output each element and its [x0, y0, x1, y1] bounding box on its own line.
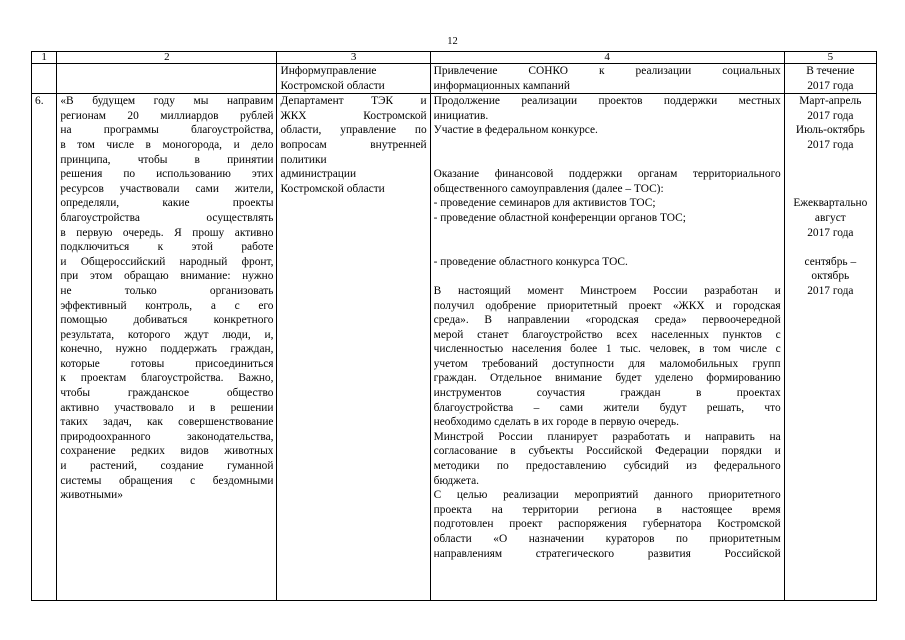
spacer — [434, 240, 781, 255]
quote-line: помощью добиваться конкретного — [60, 314, 274, 327]
deadline-line: 2017 года — [807, 138, 854, 151]
spacer — [434, 138, 781, 153]
measure-line: Привлечение СОНКО к реализации социальных — [433, 65, 781, 77]
executor-line: Костромской области — [280, 79, 385, 92]
quote-line: регионам 20 миллиардов рублей — [60, 109, 274, 122]
quote-line: «В будущем году мы направим — [60, 95, 274, 108]
column-number-2: 2 — [57, 52, 277, 64]
executor-line: вопросам внутренней — [280, 138, 427, 151]
measure-line: - проведение областной конференции органов ТОС; — [433, 211, 686, 224]
measure-cell — [430, 64, 784, 94]
p9-line: проекта на территории региона в настоящее время — [433, 503, 781, 516]
deadline-cell — [784, 94, 876, 601]
quote-line: и растений, создание гуманной — [60, 460, 274, 473]
quote-line: системы обращения с бездомными — [60, 474, 274, 487]
table-row-6 — [32, 94, 877, 601]
deadline-line: сентябрь – — [804, 255, 857, 268]
column-number-5: 5 — [784, 52, 876, 64]
column-number-4: 4 — [430, 52, 784, 64]
executor-cell — [277, 64, 430, 94]
p9-line: С целью реализации мероприятий данного приоритетного — [433, 489, 781, 502]
quote-text — [60, 94, 273, 600]
row-number-cell-empty — [32, 64, 57, 94]
deadline-line: В течение — [806, 65, 855, 77]
column-number-1: 1 — [32, 52, 57, 64]
quote-line: подключиться к этой работе — [60, 241, 274, 254]
quote-line: к проектам благоустройства. Важно, — [60, 372, 274, 385]
quote-line: результата, которого ждут люди, и, — [60, 328, 274, 341]
quote-line: ресурсов участвовали сами жители, — [60, 182, 274, 195]
measure-line: - проведение областного конкурса ТОС. — [433, 255, 628, 268]
measure-line: Участие в федеральном конкурсе. — [433, 124, 598, 137]
table-row-continuation — [32, 64, 877, 94]
deadline-line: 2017 года — [807, 109, 854, 122]
p7-line: мерой станет благоустройство всех населенных пунктов с — [433, 328, 781, 341]
p9-line: подготовлен проект распоряжения губернатора Костромской — [433, 518, 781, 531]
spacer — [788, 240, 873, 255]
executor-line: политики — [280, 153, 327, 166]
executor-line: администрации — [280, 168, 357, 181]
deadline-line: октябрь — [811, 270, 850, 283]
deadline-line: 2017 года — [807, 284, 854, 297]
executor-line: Информуправление — [280, 65, 377, 77]
executor-line: ЖКХ Костромской — [280, 109, 427, 122]
p8-line: согласование в субъекты Российской Федерации порядки и — [433, 445, 781, 458]
deadline-line: 2017 года — [807, 226, 854, 239]
spacer — [788, 182, 873, 197]
quote-line: эффективный контроль, а с его — [60, 299, 274, 312]
quote-line: в том числе в моногорода, и дело — [60, 138, 274, 151]
deadline-cell — [784, 64, 876, 94]
measure-line: информационных кампаний — [433, 79, 570, 92]
quote-line: и Общероссийский народный фронт, — [60, 255, 274, 268]
measure-line: Продолжение реализации проектов поддержки местных — [433, 95, 781, 108]
spacer — [788, 167, 873, 182]
p7-line: граждан. Отдельное внимание будет уделено формированию — [433, 372, 781, 385]
p7-line: благоустройства – сами жители будут решать, что — [433, 401, 781, 414]
measure-paragraph — [434, 430, 781, 488]
quote-line: при этом обращаю внимание: нужно — [60, 270, 274, 283]
deadline-line: Июль-октябрь — [795, 124, 865, 137]
p7-line: инструментов соучастия граждан в проектах — [433, 387, 781, 400]
quote-line: таких задач, как совершенствование — [60, 416, 274, 429]
quote-line: сохранение редких видов животных — [60, 445, 274, 458]
quote-line: благоустройства осуществлять — [60, 211, 274, 224]
quote-line: определяли, какие проекты — [60, 197, 274, 210]
quote-line: которые готовы присоединиться — [60, 357, 274, 370]
deadline-line: Март-апрель — [799, 95, 862, 108]
measure-paragraph — [434, 284, 781, 430]
quote-line: активно участвовало и в решении — [60, 401, 274, 414]
spacer — [434, 269, 781, 284]
p9-line: направлениям стратегического развития Российской — [433, 547, 781, 560]
spacer — [788, 153, 873, 168]
measure-line: - проведение семинаров для активистов ТОС; — [433, 197, 656, 210]
deadline-line: Ежеквартально — [793, 197, 868, 210]
quote-line: на программы благоустройства, — [60, 124, 274, 137]
measure-line: общественного самоуправления (далее – ТОС): — [433, 182, 664, 195]
page-number: 12 — [447, 36, 458, 47]
p7-line: В настоящий момент Минстроем России разработан и — [433, 284, 781, 297]
spacer — [434, 226, 781, 241]
quote-line: конечно, нужно поддержать граждан, — [60, 343, 274, 356]
executor-line: Департамент ТЭК и — [280, 95, 427, 108]
p9-line: области «О назначении кураторов по приоритетным — [433, 533, 781, 545]
quote-line: решения по использованию этих — [60, 168, 274, 181]
executor-text — [280, 94, 426, 196]
executor-line: Костромской области — [280, 182, 385, 195]
measure-line: инициатив. — [433, 109, 489, 122]
executor-line: области, управление по — [280, 124, 427, 137]
quote-line: не только организовать — [60, 284, 274, 297]
measure-line: Оказание финансовой поддержки органам территориального — [433, 168, 781, 181]
p7-line: учетом требований доступности для маломобильных групп — [433, 357, 781, 370]
quote-cell — [57, 94, 277, 601]
column-number-3: 3 — [277, 52, 430, 64]
p7-line: численностью населения более 1 тыс. человек, в том числе с — [433, 343, 781, 356]
measure-text — [434, 94, 781, 600]
measure-paragraph — [434, 488, 781, 561]
p8-line: методики по предоставлению субсидий из федерального — [433, 460, 781, 473]
deadline-line: 2017 года — [807, 79, 854, 92]
executor-cell — [277, 94, 430, 601]
column-number-row — [32, 52, 877, 64]
measures-table — [31, 51, 877, 601]
p7-line: получил одобрение приоритетный проект «ЖКХ и городская — [433, 299, 781, 312]
row-number-cell: 6. — [32, 94, 57, 601]
quote-line: животными» — [60, 489, 123, 502]
spacer — [434, 153, 781, 168]
quote-line: чтобы гражданское общество — [60, 387, 274, 400]
deadline-line: август — [814, 211, 846, 224]
p7-line: среда». В направлении «городская среда» первоочередной — [433, 314, 781, 327]
p8-line: бюджета. — [433, 474, 479, 487]
quote-line: принципа, чтобы в принятии — [60, 153, 274, 166]
quote-line: в первую очередь. Я прошу активно — [60, 226, 274, 239]
quote-line: природоохранного законодательства, — [60, 430, 274, 443]
p8-line: Минстрой России планирует разработать и направить на — [433, 430, 781, 443]
measure-cell — [430, 94, 784, 601]
p7-line: необходимо сделать в их городе в первую очередь. — [433, 416, 679, 429]
quote-cell-empty — [57, 64, 277, 94]
